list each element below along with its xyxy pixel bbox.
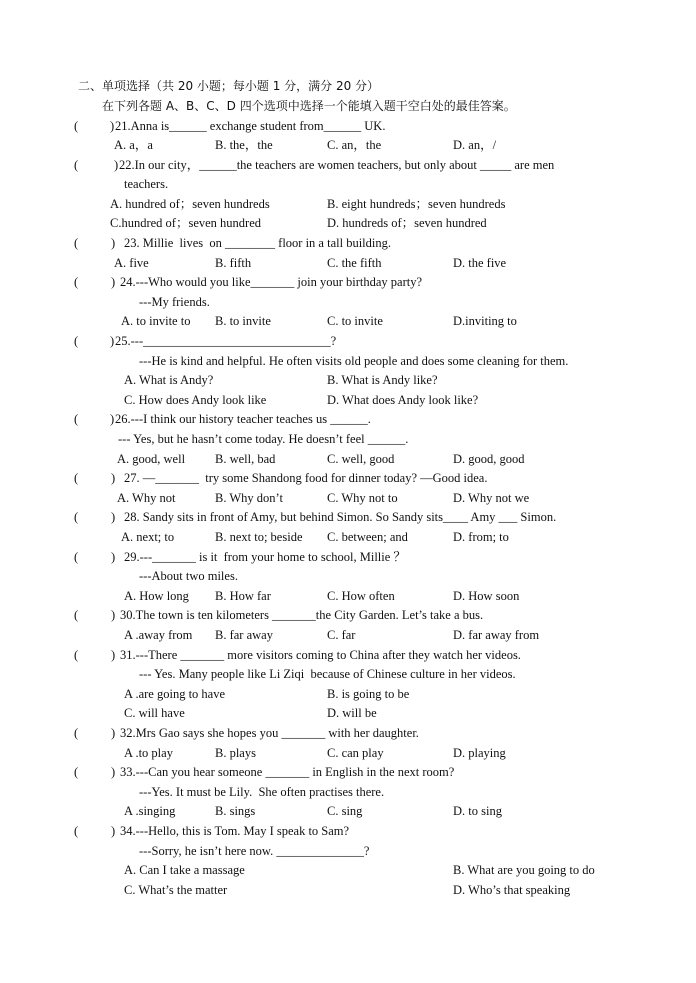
option-d: D.inviting to xyxy=(453,314,517,328)
option-d: D. Why not we xyxy=(453,491,530,505)
answer-paren-open: ( xyxy=(74,550,79,564)
answer-paren-open: ( xyxy=(74,648,79,662)
answer-paren-open: ( xyxy=(74,726,79,740)
option-a: A. Why not xyxy=(117,491,176,505)
question-stem-continued xyxy=(0,351,696,371)
option-d: D. Who’s that speaking xyxy=(453,883,571,897)
options-row xyxy=(0,625,696,645)
answer-paren-open: ( xyxy=(74,275,79,289)
question-stem-2: ---Sorry, he isn’t here now. ______________? xyxy=(139,844,370,858)
option-b: B. far away xyxy=(215,628,273,642)
answer-paren-open: ( xyxy=(74,119,79,133)
options-row xyxy=(0,213,696,233)
question-stem-2: teachers. xyxy=(124,177,169,191)
option-a: A. Can I take a massage xyxy=(124,863,245,877)
question-stem: 32.Mrs Gao says she hopes you _______ with her daughter. xyxy=(120,726,419,740)
option-b: B. is going to be xyxy=(327,687,410,701)
option-b: B. to invite xyxy=(215,314,271,328)
options-row xyxy=(0,449,696,469)
option-a: A. hundred of；seven hundreds xyxy=(110,197,270,211)
option-b: B. Why don’t xyxy=(215,491,283,505)
option-a: A. How long xyxy=(124,589,189,603)
question-stem: 23. Millie lives on ________ floor in a tall building. xyxy=(124,236,391,250)
option-a: A .singing xyxy=(124,804,176,818)
question-stem-continued xyxy=(0,664,696,684)
option-c: C. Why not to xyxy=(327,491,398,505)
option-b: B. eight hundreds；seven hundreds xyxy=(327,197,506,211)
question-stem: 33.---Can you hear someone _______ in English in the next room? xyxy=(120,765,455,779)
answer-paren-close: ) xyxy=(114,158,119,172)
options-row xyxy=(0,135,696,155)
option-c: C. will have xyxy=(124,706,185,720)
answer-paren-close: ) xyxy=(111,510,116,524)
answer-paren-close: ) xyxy=(111,824,116,838)
option-c: C. can play xyxy=(327,746,384,760)
option-a: A .away from xyxy=(124,628,193,642)
answer-paren-close: ) xyxy=(111,471,116,485)
option-b: B. plays xyxy=(215,746,256,760)
question-stem: 31.---There _______ more visitors coming to China after they watch her videos. xyxy=(120,648,521,662)
question-29 xyxy=(0,547,696,567)
answer-paren-close: ) xyxy=(110,412,115,426)
section-title-line xyxy=(0,76,696,96)
option-c: C. far xyxy=(327,628,356,642)
question-34 xyxy=(0,821,696,841)
option-d: D. an，/ xyxy=(453,138,497,152)
question-stem-continued xyxy=(0,566,696,586)
option-d: D. the five xyxy=(453,256,507,270)
answer-paren-close: ) xyxy=(111,765,116,779)
option-a: A .to play xyxy=(124,746,173,760)
question-stem-2: ---He is kind and helpful. He often visits old people and does some cleaning for them. xyxy=(139,354,569,368)
answer-paren-open: ( xyxy=(74,510,79,524)
question-31 xyxy=(0,645,696,665)
question-23 xyxy=(0,233,696,253)
question-27 xyxy=(0,468,696,488)
answer-paren-close: ) xyxy=(111,608,116,622)
option-b: B. the，the xyxy=(215,138,273,152)
option-d: D. to sing xyxy=(453,804,502,818)
options-row xyxy=(0,194,696,214)
option-b: B. What is Andy like? xyxy=(327,373,438,387)
option-d: D. good, good xyxy=(453,452,525,466)
options-row xyxy=(0,488,696,508)
option-c: C. between; and xyxy=(327,530,408,544)
options-row xyxy=(0,527,696,547)
question-30 xyxy=(0,605,696,625)
option-b: B. How far xyxy=(215,589,271,603)
question-28 xyxy=(0,507,696,527)
section-title: 二、单项选择（共 20 小题；每小题 1 分，满分 20 分） xyxy=(78,79,380,93)
answer-paren-close: ) xyxy=(111,236,116,250)
option-c: C. What’s the matter xyxy=(124,883,228,897)
option-d: D. playing xyxy=(453,746,506,760)
answer-paren-open: ( xyxy=(74,412,79,426)
options-row xyxy=(0,370,696,390)
question-stem: 28. Sandy sits in front of Amy, but behind Simon. So Sandy sits____ Amy ___ Simon. xyxy=(124,510,557,524)
answer-paren-open: ( xyxy=(74,334,79,348)
question-stem-continued xyxy=(0,429,696,449)
question-stem: 29.---_______ is it from your home to school, Millie ？ xyxy=(124,550,406,564)
answer-paren-open: ( xyxy=(74,158,79,172)
question-stem: 27. —_______ try some Shandong food for dinner today? —Good idea. xyxy=(124,471,488,485)
question-stem: 22.In our city，______the teachers are women teachers, but only about _____ are men xyxy=(119,158,555,172)
option-a: A. next; to xyxy=(121,530,175,544)
option-c: C. an，the xyxy=(327,138,382,152)
question-22 xyxy=(0,155,696,175)
options-row xyxy=(0,586,696,606)
section-instruction: 在下列各题 A、B、C、D 四个选项中选择一个能填入题干空白处的最佳答案。 xyxy=(102,99,516,113)
question-stem-2: ---My friends. xyxy=(139,295,210,309)
option-a: A. to invite to xyxy=(121,314,191,328)
question-stem: 24.---Who would you like_______ join your birthday party? xyxy=(120,275,423,289)
question-stem-continued xyxy=(0,174,696,194)
question-26 xyxy=(0,409,696,429)
answer-paren-open: ( xyxy=(74,608,79,622)
answer-paren-close: ) xyxy=(111,726,116,740)
question-stem-2: --- Yes. Many people like Li Ziqi because of Chinese culture in her videos. xyxy=(139,667,516,681)
option-b: B. fifth xyxy=(215,256,252,270)
option-b: B. well, bad xyxy=(215,452,276,466)
question-stem: ) xyxy=(110,119,115,133)
option-c: C. How does Andy look like xyxy=(124,393,267,407)
options-row xyxy=(0,703,696,723)
option-d: D. from; to xyxy=(453,530,509,544)
option-c: C. sing xyxy=(327,804,363,818)
options-row xyxy=(0,253,696,273)
option-d: D. far away from xyxy=(453,628,540,642)
option-b: B. What are you going to do xyxy=(453,863,595,877)
question-33 xyxy=(0,762,696,782)
question-stem-2: --- Yes, but he hasn’t come today. He doesn’t feel ______. xyxy=(118,432,409,446)
answer-paren-open: ( xyxy=(74,236,79,250)
question-stem: 25.---______________________________? xyxy=(115,334,337,348)
question-stem-continued xyxy=(0,841,696,861)
option-a: A. What is Andy? xyxy=(124,373,214,387)
options-row xyxy=(0,390,696,410)
option-d: D. hundreds of；seven hundred xyxy=(327,216,487,230)
answer-paren-close: ) xyxy=(111,648,116,662)
option-b: B. next to; beside xyxy=(215,530,303,544)
question-stem: 34.---Hello, this is Tom. May I speak to Sam? xyxy=(120,824,350,838)
question-stem: 21.Anna is______ exchange student from______ UK. xyxy=(115,119,386,133)
question-25 xyxy=(0,331,696,351)
option-a: A. five xyxy=(114,256,149,270)
options-row xyxy=(0,311,696,331)
question-32 xyxy=(0,723,696,743)
instruction-line xyxy=(0,96,696,116)
option-a: A .are going to have xyxy=(124,687,226,701)
answer-paren-close: ) xyxy=(110,334,115,348)
question-stem-2: ---About two miles. xyxy=(139,569,238,583)
question-24 xyxy=(0,272,696,292)
options-row xyxy=(0,743,696,763)
answer-paren-close: ) xyxy=(111,275,116,289)
question-stem-continued xyxy=(0,292,696,312)
option-d: D. What does Andy look like? xyxy=(327,393,479,407)
question-stem-2: ---Yes. It must be Lily. She often practises there. xyxy=(139,785,385,799)
option-c: C. to invite xyxy=(327,314,383,328)
option-c: C.hundred of；seven hundred xyxy=(110,216,262,230)
option-c: C. well, good xyxy=(327,452,395,466)
option-a: A. good, well xyxy=(117,452,186,466)
option-c: C. the fifth xyxy=(327,256,382,270)
options-row xyxy=(0,684,696,704)
option-c: C. How often xyxy=(327,589,395,603)
answer-paren-open: ( xyxy=(74,471,79,485)
question-stem-continued xyxy=(0,782,696,802)
options-row xyxy=(0,801,696,821)
option-d: D. will be xyxy=(327,706,377,720)
question-stem: 30.The town is ten kilometers _______the City Garden. Let’s take a bus. xyxy=(120,608,484,622)
answer-paren-open: ( xyxy=(74,824,79,838)
options-row xyxy=(0,860,696,880)
option-d: D. How soon xyxy=(453,589,520,603)
options-row xyxy=(0,880,696,900)
answer-paren-close: ) xyxy=(111,550,116,564)
answer-paren-open: ( xyxy=(74,765,79,779)
option-b: B. sings xyxy=(215,804,256,818)
question-21 xyxy=(0,116,696,136)
option-a: A. a，a xyxy=(114,138,153,152)
question-stem: 26.---I think our history teacher teaches us ______. xyxy=(115,412,371,426)
